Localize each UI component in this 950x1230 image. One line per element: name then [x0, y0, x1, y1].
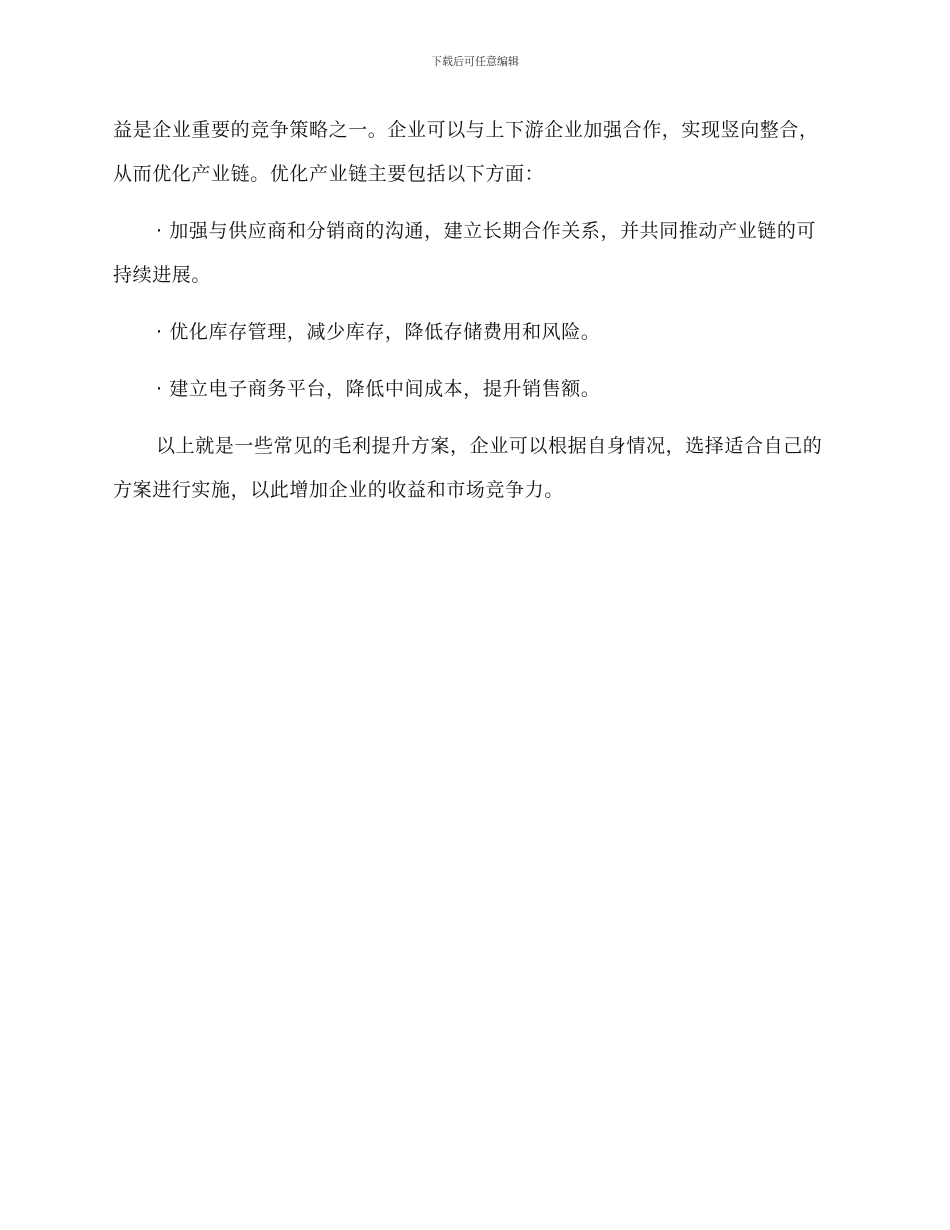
bullet-item-ecommerce: · 建立电子商务平台，降低中间成本，提升销售额。: [156, 378, 601, 400]
paragraph-conclusion: 以上就是一些常见的毛利提升方案，企业可以根据自身情况，选择适合自己的方案进行实施，以此增加企业的收益和市场竞争力。: [113, 435, 823, 501]
paragraph-continuation: 益是企业重要的竞争策略之一。企业可以与上下游企业加强合作，实现竖向整合，从而优化产业链。优化产业链主要包括以下方面：: [113, 119, 819, 185]
bullet-item-inventory: · 优化库存管理，减少库存，降低存储费用和风险。: [156, 321, 601, 343]
page-header: 下载后可任意编辑: [431, 55, 519, 68]
bullet-item-supplier-cooperation: · 加强与供应商和分销商的沟通，建立长期合作关系，并共同推动产业链的可持续进展。: [113, 220, 817, 286]
document-body: [113, 108, 835, 512]
